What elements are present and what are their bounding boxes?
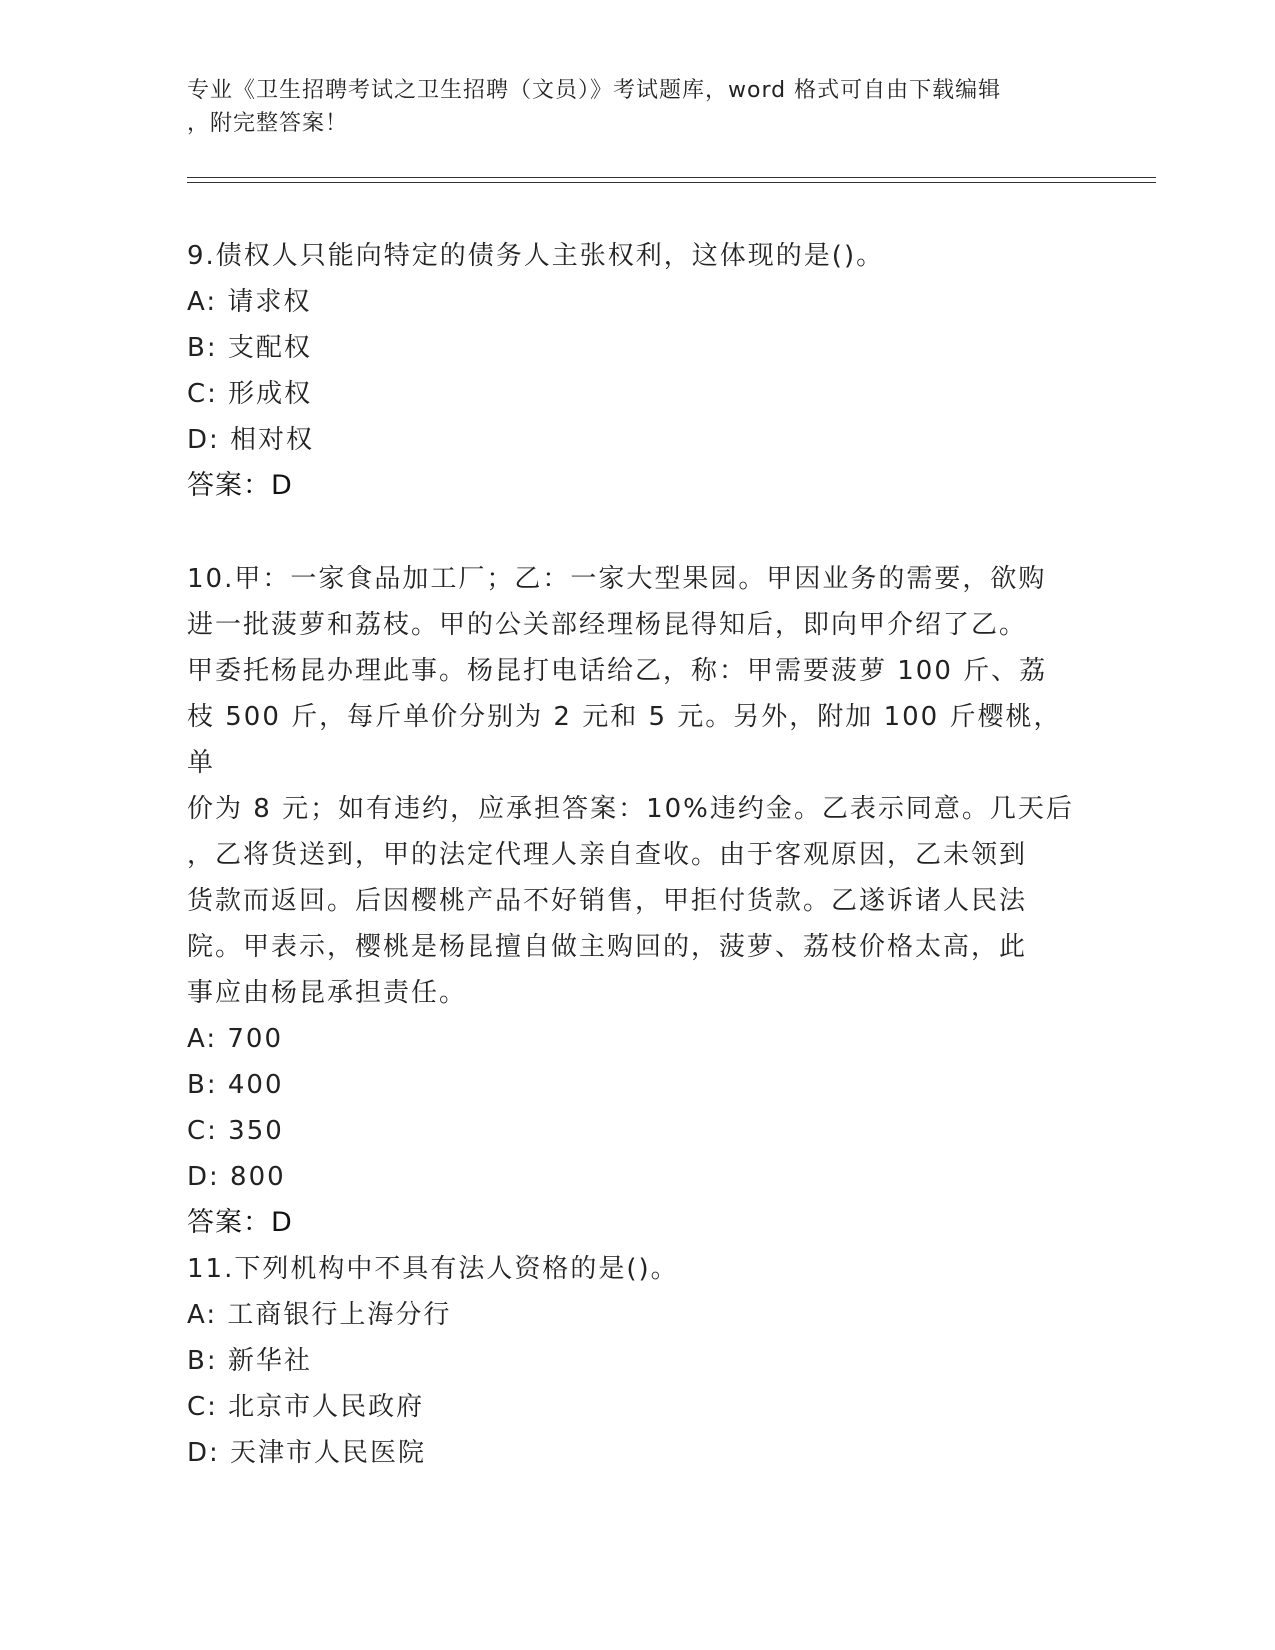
option-d: D: 相对权 — [187, 425, 315, 455]
option-d: D: 天津市人民医院 — [187, 1438, 427, 1468]
question-stem-line: 甲委托杨昆办理此事。杨昆打电话给乙，称：甲需要菠萝 100 斤、荔 — [187, 656, 1048, 686]
question-stem-line: 事应由杨昆承担责任。 — [187, 978, 468, 1008]
question-stem-line: 10.甲：一家食品加工厂；乙：一家大型果园。甲因业务的需要，欲购 — [187, 564, 1047, 594]
question-stem: 9.债权人只能向特定的债务人主张权利，这体现的是()。 — [187, 241, 885, 271]
question-10 — [187, 556, 1077, 1246]
option-a: A: 请求权 — [187, 287, 312, 317]
question-stem-line: 院。甲表示，樱桃是杨昆擅自做主购回的，菠萝、荔枝价格太高，此 — [187, 932, 1028, 962]
option-a: A: 700 — [187, 1024, 283, 1054]
question-stem-line: 进一批菠萝和荔枝。甲的公关部经理杨昆得知后，即向甲介绍了乙。 — [187, 610, 1028, 640]
header-line-2: ，附完整答案！ — [187, 111, 349, 136]
question-11 — [187, 1246, 1077, 1476]
option-c: C: 350 — [187, 1116, 284, 1146]
option-c: C: 北京市人民政府 — [187, 1392, 425, 1422]
question-stem-line: 枝 500 斤，每斤单价分别为 2 元和 5 元。另外，附加 100 斤樱桃，单 — [187, 702, 1062, 778]
question-9 — [187, 233, 1077, 509]
answer: 答案：D — [187, 470, 293, 501]
option-a: A: 工商银行上海分行 — [187, 1300, 452, 1330]
header-divider-top — [187, 177, 1156, 178]
header-line-1: 专业《卫生招聘考试之卫生招聘（文员）》考试题库，word 格式可自由下载编辑 — [187, 78, 1002, 103]
option-d: D: 800 — [187, 1162, 286, 1192]
option-b: B: 400 — [187, 1070, 284, 1100]
question-stem-line: 价为 8 元；如有违约，应承担答案：10%违约金。乙表示同意。几天后 — [187, 794, 1074, 824]
question-stem-line: 货款而返回。后因樱桃产品不好销售，甲拒付货款。乙遂诉诸人民法 — [187, 886, 1028, 916]
option-c: C: 形成权 — [187, 379, 313, 409]
option-b: B: 支配权 — [187, 333, 312, 363]
question-stem: 11.下列机构中不具有法人资格的是()。 — [187, 1254, 679, 1284]
header-divider-bottom — [187, 182, 1156, 183]
answer: 答案：D — [187, 1207, 293, 1238]
option-b: B: 新华社 — [187, 1346, 312, 1376]
question-stem-line: ，乙将货送到，甲的法定代理人亲自查收。由于客观原因，乙未领到 — [187, 840, 1028, 870]
document-header — [187, 74, 1087, 140]
